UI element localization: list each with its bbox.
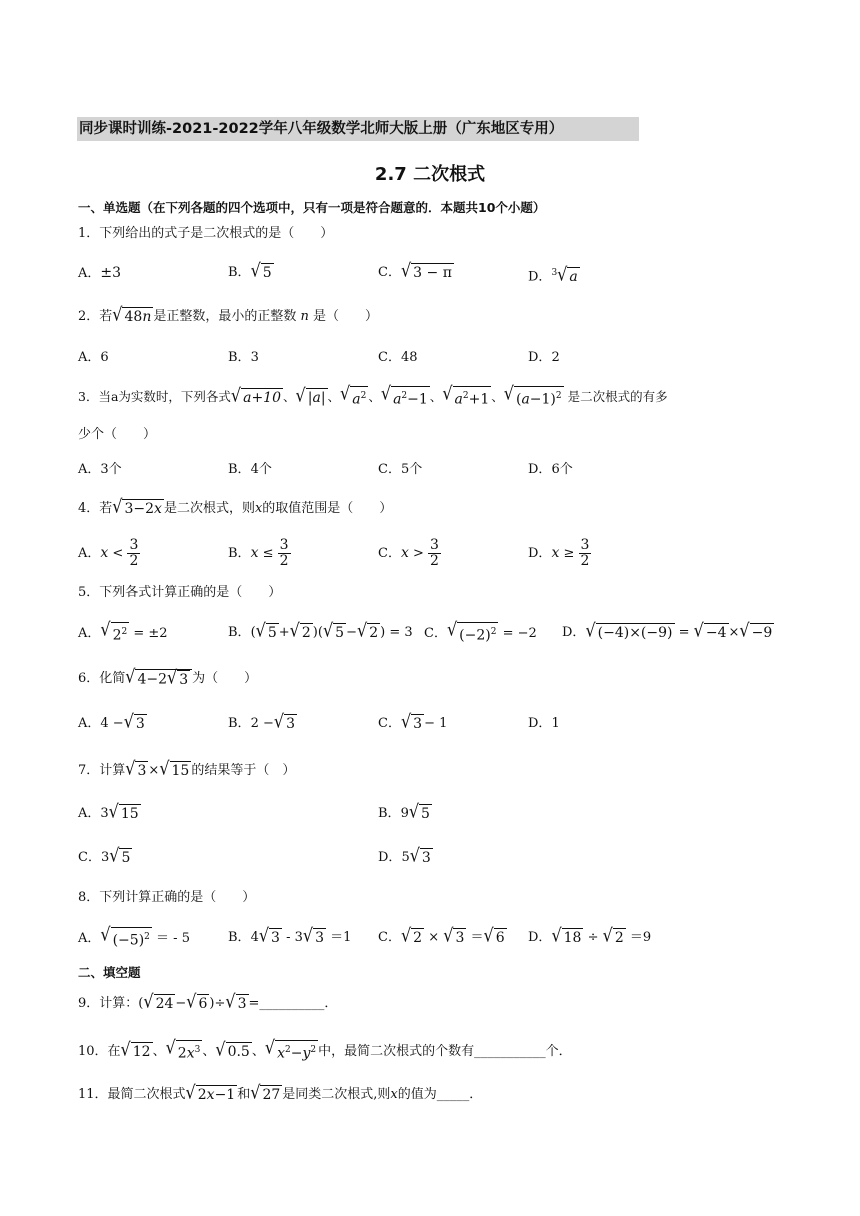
question-5: 5．下列各式计算正确的是（ ） (78, 585, 282, 600)
q1-option-c: C． √ 3 − π (378, 259, 452, 282)
q6-option-c: C． √ 3 − 1 (378, 710, 448, 733)
q3-option-c: C．5个 (378, 462, 423, 477)
question-7: 7．计算 √ 3 × √ 15 的结果等于（ ） (78, 757, 296, 780)
q7-option-a: A．3 √ 15 (78, 800, 139, 823)
q6-option-d: D．1 (528, 716, 560, 731)
q2-option-c: C．48 (378, 350, 418, 365)
q1-option-b: B． √ 5 (228, 259, 272, 282)
q4-option-b: B．x ≤ $\frac{3}{2}$ (228, 537, 289, 569)
q3-option-b: B．4个 (228, 462, 272, 477)
q8-option-b: B．4 √ 3 - 3 √ 3 ＝1 (228, 924, 352, 947)
q1-option-d: D．$^3$ √ a (528, 263, 578, 286)
q2-option-b: B．3 (228, 350, 259, 365)
document-header: 同步课时训练-2021-2022学年八年级数学北师大版上册（广东地区专用） (77, 117, 639, 141)
q2-option-a: A．6 (78, 350, 109, 365)
q3-option-a: A．3个 (78, 462, 122, 477)
q4-option-d: D．x ≥ $\frac{3}{2}$ (528, 537, 590, 569)
q7-option-d: D．5 √ 3 (378, 844, 431, 867)
section-fill-in: 二、填空题 (78, 965, 141, 980)
question-6: 6．化简 √ 4−2 √ 3 为（ ） (78, 664, 258, 688)
section-single-choice: 一、单选题（在下列各题的四个选项中，只有一项是符合题意的．本题共10个小题） (78, 200, 546, 215)
q5-option-d: D． √ (−4)×(−9) = √ −4 × √ −9 (562, 619, 773, 642)
q6-option-a: A．4 − √ 3 (78, 710, 145, 733)
q5-option-c: C． √ $(-2)^2$ = −2 (424, 618, 537, 644)
q5-option-b: B．( √ 5 + √ 2 )( √ 5 − √ 2 ) = 3 (228, 619, 413, 642)
question-3-cont: 少个（ ） (78, 427, 157, 442)
question-2: 2．若 √ 48n 是正整数，最小的正整数 n 是（ ） (78, 303, 379, 326)
page-title: 2.7 二次根式 (374, 164, 486, 185)
q8-option-d: D． √ 18 ÷ √ 2 ＝9 (528, 924, 652, 947)
q7-option-c: C．3 √ 5 (78, 844, 131, 867)
q7-option-b: B．9 √ 5 (378, 800, 430, 823)
q6-option-b: B．2 − √ 3 (228, 710, 295, 733)
question-3: 3．当a为实数时，下列各式 √ a+10 、 √ |a| 、 √ $a^2$ 、 √ $a^2-1$ 、 √ $a^2+1$ 、 √ $(a-1)^2$ 是二次根式的有多 (78, 382, 668, 408)
question-8: 8．下列计算正确的是（ ） (78, 890, 256, 905)
q4-option-a: A．x < $\frac{3}{2}$ (78, 537, 139, 569)
question-4: 4．若 √ 3−2x 是二次根式，则x的取值范围是（ ） (78, 495, 393, 518)
q4-option-c: C．x > $\frac{3}{2}$ (378, 537, 439, 569)
q8-option-a: A． √ $(-5)^2$ ＝ - 5 (78, 923, 190, 949)
question-1: 1．下列给出的式子是二次根式的是（ ） (78, 226, 334, 241)
q3-option-d: D．6个 (528, 462, 573, 477)
q8-option-c: C． √ 2 × √ 3 ＝ √ 6 (378, 924, 505, 947)
question-11: 11．最简二次根式 √ 2x−1 和 √ 27 是同类二次根式,则x的值为_____． (78, 1081, 483, 1104)
question-10: 10．在 √ 12 、 √ $2x^3$ 、 √ 0.5 、 √ $x^2-y^2$ 中，最简二次根式的个数有___________个． (78, 1036, 572, 1062)
q2-option-d: D．2 (528, 350, 560, 365)
q5-option-a: A． √ $2^2$ = ±2 (78, 618, 168, 644)
q1-option-a: A．±3 (78, 265, 122, 281)
question-9: 9．计算：( √ 24 − √ 6 )÷ √ 3 =__________． (78, 990, 338, 1013)
